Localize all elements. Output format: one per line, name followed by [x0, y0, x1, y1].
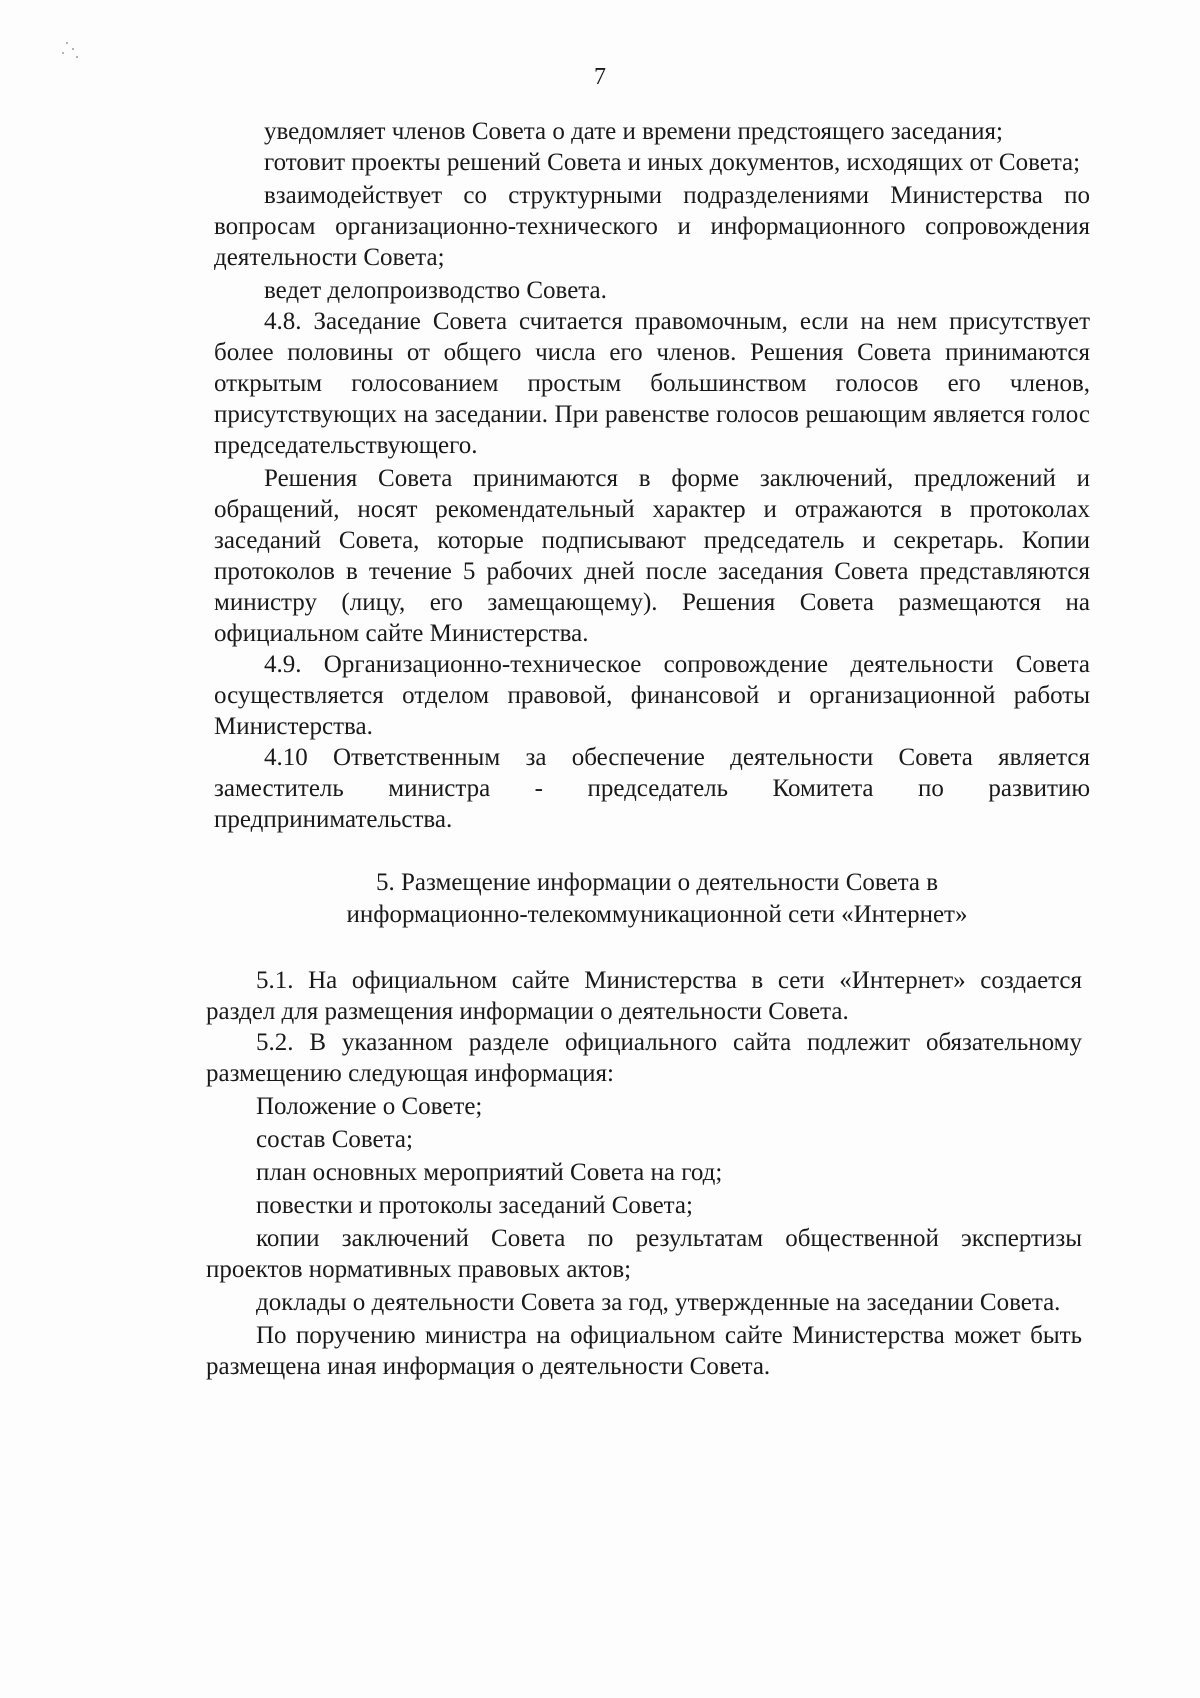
paragraph-4-9: 4.9. Организационно-техническое сопровождение деятельности Совета осуществляется отделом правовой, финансовой и организационной работы Министерства.	[214, 651, 1090, 740]
list-item: повестки и протоколы заседаний Совета;	[256, 1192, 693, 1219]
page-number: 7	[594, 64, 606, 90]
paragraph-5-2: 5.2. В указанном разделе официального сайта подлежит обязательному размещению следующая информация:	[206, 1029, 1082, 1087]
section-heading-line-2: информационно-телекоммуникационной сети «Интернет»	[346, 901, 968, 928]
paragraph: готовит проекты решений Совета и иных документов, исходящих от Совета;	[264, 149, 1081, 176]
list-item: план основных мероприятий Совета на год;	[256, 1159, 723, 1186]
paragraph: взаимодействует со структурными подразделениями Министерства по вопросам организационно-технического и информационного сопровождения деятельности Совета;	[214, 182, 1090, 271]
paragraph-4-10: 4.10 Ответственным за обеспечение деятельности Совета является заместитель министра - председатель Комитета по развитию предпринимательства.	[214, 744, 1090, 833]
section-5-body	[206, 965, 1082, 1382]
section-heading-line-1: 5. Размещение информации о деятельности Совета в	[375, 869, 939, 896]
document-body	[206, 116, 1090, 1382]
scan-specks	[60, 38, 100, 78]
paragraph: По поручению министра на официальном сайте Министерства может быть размещена иная информация о деятельности Совета.	[206, 1322, 1082, 1380]
list-item: Положение о Совете;	[256, 1093, 483, 1120]
list-item: копии заключений Совета по результатам общественной экспертизы проектов нормативных правовых актов;	[206, 1225, 1082, 1283]
paragraph: Решения Совета принимаются в форме заключений, предложений и обращений, носят рекомендательный характер и отражаются в протоколах заседаний Совета, которые подписывают председатель и секретарь. Копии протоколов в течение 5 рабочих дней после заседания Совета представляются министру (лицу, его замещающему). Решения Совета размещаются на официальном сайте Министерства.	[214, 465, 1090, 647]
section-heading	[214, 867, 1090, 931]
paragraph: ведет делопроизводство Совета.	[264, 277, 607, 304]
paragraph-4-8: 4.8. Заседание Совета считается правомочным, если на нем присутствует более половины от общего числа его членов. Решения Совета принимаются открытым голосованием простым большинством голосов его членов, присутствующих на заседании. При равенстве голосов решающим является голос председательствующего.	[214, 308, 1090, 459]
list-item: состав Совета;	[256, 1126, 413, 1153]
paragraph: уведомляет членов Совета о дате и времени предстоящего заседания;	[264, 118, 1003, 145]
paragraph-5-1: 5.1. На официальном сайте Министерства в сети «Интернет» создается раздел для размещения информации о деятельности Совета.	[206, 967, 1082, 1025]
list-item: доклады о деятельности Совета за год, утвержденные на заседании Совета.	[256, 1289, 1061, 1316]
